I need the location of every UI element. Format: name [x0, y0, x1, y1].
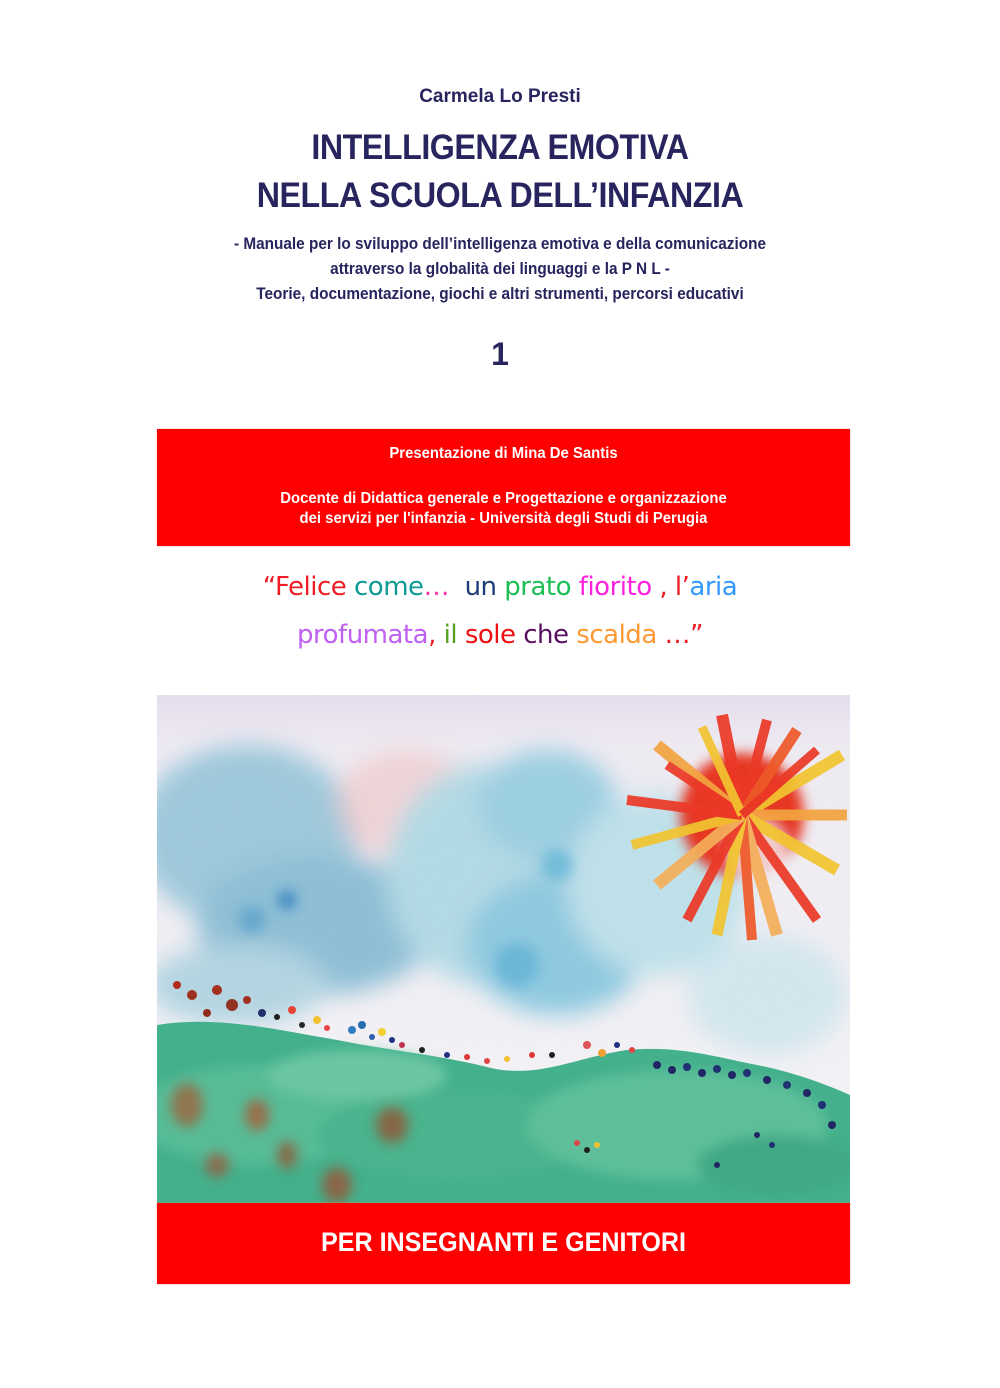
presenter-role-line-1: Docente di Didattica generale e Progettazione e organizzazione — [280, 490, 727, 507]
audience-banner — [157, 1203, 850, 1284]
title-line-1: INTELLIGENZA EMOTIVA — [311, 128, 689, 167]
subtitle-line-3: Teorie, documentazione, giochi e altri strumenti, percorsi educativi — [256, 285, 744, 303]
cover-illustration — [157, 695, 850, 1203]
quote-word: … — [423, 572, 465, 602]
title-line-2: NELLA SCUOLA DELL’INFANZIA — [256, 176, 744, 215]
presenter-role-line-2: dei servizi per l'infanzia - Università degli Studi di Perugia — [299, 510, 708, 527]
quote-line-2 — [0, 611, 1000, 659]
subtitle-line-2: attraverso la globalità dei linguaggi e la P N L - — [330, 260, 670, 278]
quote-word: un — [464, 572, 497, 602]
presenter-role — [181, 489, 825, 529]
audience-label: PER INSEGNANTI E GENITORI — [320, 1227, 687, 1257]
quote-word: il — [443, 620, 458, 650]
quote-word: l’ — [674, 572, 690, 602]
quote-word: , — [651, 572, 675, 602]
presentation-banner — [157, 429, 850, 546]
book-subtitle — [35, 232, 965, 307]
quote-word: fiorito — [571, 572, 652, 602]
quote-word: …” — [656, 620, 703, 650]
quote-word: “Felice — [262, 572, 347, 602]
author-name: Carmela Lo Presti — [419, 86, 581, 107]
quote-word: aria — [689, 572, 738, 602]
quote-word: che — [515, 620, 569, 650]
colorful-quote — [0, 563, 1000, 659]
presenter-name: Presentazione di Mina De Santis — [389, 445, 618, 462]
quote-word: , — [428, 620, 444, 650]
painting-image — [157, 695, 850, 1203]
quote-word: profumata — [297, 620, 429, 650]
volume-number: 1 — [491, 336, 509, 372]
quote-line-1 — [0, 563, 1000, 611]
quote-word: scalda — [568, 620, 657, 650]
quote-word: come — [346, 572, 424, 602]
quote-word: prato — [496, 572, 572, 602]
quote-word: sole — [457, 620, 516, 650]
book-title — [40, 124, 960, 220]
subtitle-line-1: - Manuale per lo sviluppo dell’intelligenza emotiva e della comunicazione — [233, 235, 767, 253]
